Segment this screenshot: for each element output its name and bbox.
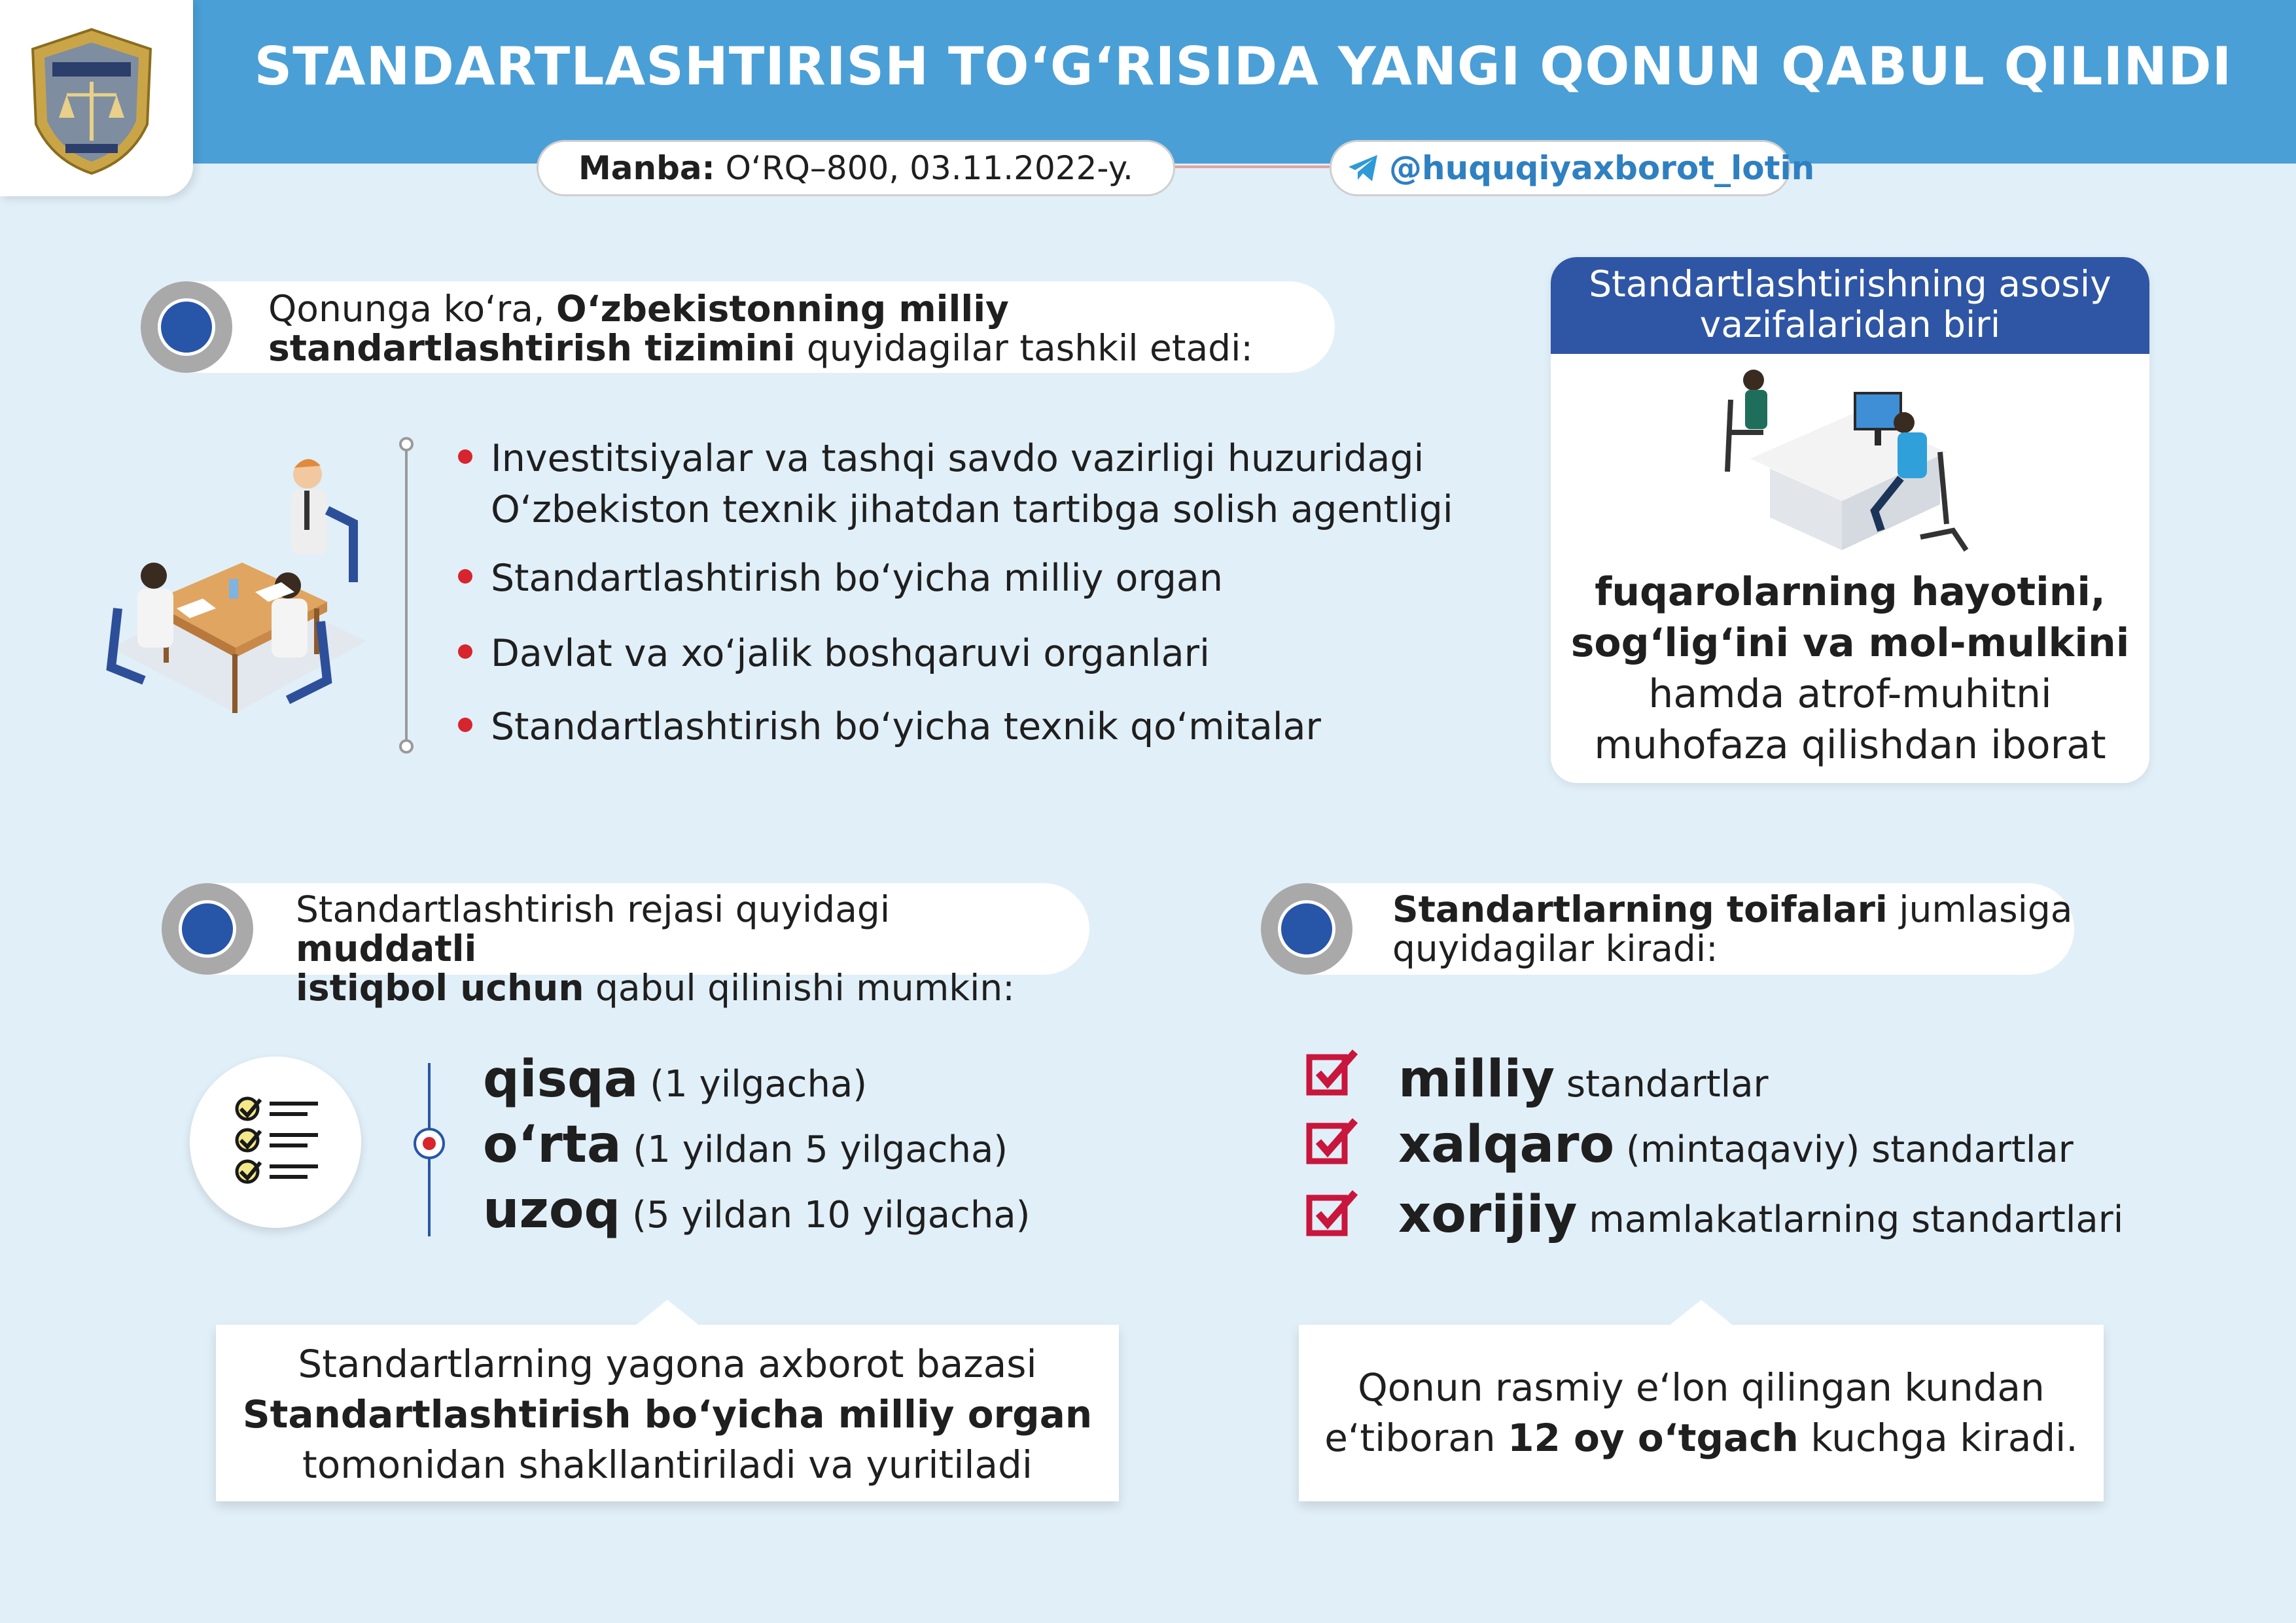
list-item bbox=[458, 701, 1321, 752]
term-name: o‘rta bbox=[483, 1115, 622, 1174]
section3-marker-icon bbox=[1261, 883, 1352, 975]
ministry-emblem-icon bbox=[26, 26, 157, 177]
term-detail: (5 yildan 10 yilgacha) bbox=[632, 1194, 1031, 1236]
category-detail: standartlar bbox=[1566, 1063, 1769, 1106]
section2-intro-bold: muddatli bbox=[296, 928, 477, 969]
timeline-line bbox=[405, 443, 408, 747]
task-card-heading-line: vazifalaridan biri bbox=[1699, 304, 2001, 345]
info-box-text: kuchga kiradi. bbox=[1798, 1416, 2078, 1460]
info-box-line bbox=[1299, 1413, 2104, 1463]
section2-intro bbox=[296, 890, 1081, 1007]
term-detail: (1 yildan 5 yilgacha) bbox=[633, 1128, 1008, 1171]
source-value: O‘RQ–800, 03.11.2022-y. bbox=[725, 149, 1133, 187]
checkbox-icon bbox=[1305, 1187, 1361, 1243]
section3-intro bbox=[1392, 890, 2073, 968]
info-box-database bbox=[216, 1325, 1119, 1501]
category-item bbox=[1398, 1115, 2074, 1174]
checklist-badge bbox=[190, 1056, 361, 1228]
task-card bbox=[1551, 257, 2149, 783]
task-card-text bbox=[1551, 567, 2149, 771]
section1-intro-post: quyidagilar tashkil etadi: bbox=[795, 327, 1253, 369]
section2-marker-icon bbox=[162, 883, 253, 975]
section1-marker-icon bbox=[141, 281, 232, 373]
info-box-line: tomonidan shakllantiriladi va yuritiladi bbox=[302, 1442, 1033, 1487]
timeline-end-dot bbox=[399, 739, 414, 754]
task-card-heading-line: Standartlashtirishning asosiy bbox=[1589, 263, 2111, 305]
task-card-bold-line: fuqarolarning hayotini, bbox=[1595, 569, 2106, 615]
section2-intro-pre: Standartlashtirish rejasi quyidagi bbox=[296, 888, 891, 930]
list-item bbox=[458, 433, 1424, 484]
info-box-bold-text: 12 oy o‘tgach bbox=[1508, 1416, 1799, 1460]
info-box-text: e‘tiboran bbox=[1324, 1416, 1508, 1460]
category-detail: (mintaqaviy) standartlar bbox=[1626, 1128, 2074, 1171]
checklist-icon bbox=[190, 1056, 361, 1228]
logo-card bbox=[0, 0, 193, 196]
header-connector bbox=[1171, 166, 1330, 168]
category-item bbox=[1398, 1185, 2123, 1244]
list-item-continuation: O‘zbekiston texnik jihatdan tartibga solish agentligi bbox=[491, 488, 1453, 531]
task-card-bold-line: sog‘lig‘ini va mol-mulkini bbox=[1570, 620, 2130, 666]
checkbox-icon bbox=[1305, 1115, 1361, 1171]
list-item bbox=[458, 628, 1210, 679]
term-item bbox=[483, 1181, 1031, 1240]
category-name: xorijiy bbox=[1398, 1185, 1578, 1244]
category-item bbox=[1398, 1050, 1769, 1109]
telegram-icon bbox=[1347, 154, 1380, 183]
info-box-bold-line: Standartlashtirish bo‘yicha milliy organ bbox=[242, 1392, 1093, 1437]
bullet-icon bbox=[458, 449, 472, 464]
section1-intro bbox=[268, 289, 1315, 368]
list-item-text: Standartlashtirish bo‘yicha milliy organ bbox=[491, 557, 1223, 600]
bullet-icon bbox=[458, 569, 472, 584]
term-detail: (1 yilgacha) bbox=[650, 1063, 868, 1106]
source-pill bbox=[537, 140, 1175, 196]
meeting-illustration-icon bbox=[92, 451, 380, 739]
info-box-line: Qonun rasmiy e‘lon qilingan kundan bbox=[1358, 1365, 2045, 1410]
bullet-icon bbox=[458, 718, 472, 732]
telegram-link[interactable] bbox=[1330, 140, 1815, 196]
task-card-heading bbox=[1551, 257, 2149, 354]
term-marker-icon bbox=[414, 1128, 445, 1159]
term-name: qisqa bbox=[483, 1050, 639, 1109]
section3-intro-bold: Standartlarning toifalari bbox=[1392, 888, 1888, 930]
info-box-pointer bbox=[1669, 1300, 1734, 1326]
section1-intro-bold: O‘zbekistonning milliy standartlashtirish tizimini bbox=[268, 288, 1009, 369]
info-box-line: Standartlarning yagona axborot bazasi bbox=[298, 1342, 1037, 1386]
list-item-text: Standartlashtirish bo‘yicha texnik qo‘mitalar bbox=[491, 705, 1321, 748]
info-box-pointer bbox=[635, 1300, 700, 1326]
term-item bbox=[483, 1050, 867, 1109]
section1-intro-pre: Qonunga ko‘ra, bbox=[268, 288, 556, 330]
bullet-icon bbox=[458, 644, 472, 659]
task-card-line: muhofaza qilishdan iborat bbox=[1594, 722, 2106, 768]
category-name: milliy bbox=[1398, 1050, 1555, 1109]
section2-intro-post: qabul qilinishi mumkin: bbox=[584, 967, 1015, 1009]
task-card-line: hamda atrof-muhitni bbox=[1648, 671, 2052, 717]
info-box-effective-date bbox=[1299, 1325, 2104, 1501]
section3-intro-post: quyidagilar kiradi: bbox=[1392, 928, 1718, 969]
page-title: STANDARTLASHTIRISH TO‘G‘RISIDA YANGI QONUN QABUL QILINDI bbox=[254, 36, 2233, 97]
section2-intro-bold: istiqbol uchun bbox=[296, 967, 584, 1009]
source-label: Manba: bbox=[578, 149, 715, 187]
list-item-text: Davlat va xo‘jalik boshqaruvi organlari bbox=[491, 632, 1210, 675]
office-desk-illustration-icon bbox=[1724, 360, 1973, 557]
category-name: xalqaro bbox=[1398, 1115, 1615, 1174]
telegram-handle: @huquqiyaxborot_lotin bbox=[1389, 149, 1815, 187]
timeline-start-dot bbox=[399, 437, 414, 451]
checkbox-icon bbox=[1305, 1047, 1361, 1102]
section3-intro-post: jumlasiga bbox=[1887, 888, 2073, 930]
list-item bbox=[458, 553, 1223, 604]
term-item bbox=[483, 1115, 1008, 1174]
list-item-text: Investitsiyalar va tashqi savdo vazirligi huzuridagi bbox=[491, 437, 1424, 480]
term-name: uzoq bbox=[483, 1181, 621, 1240]
category-detail: mamlakatlarning standartlari bbox=[1589, 1198, 2124, 1241]
